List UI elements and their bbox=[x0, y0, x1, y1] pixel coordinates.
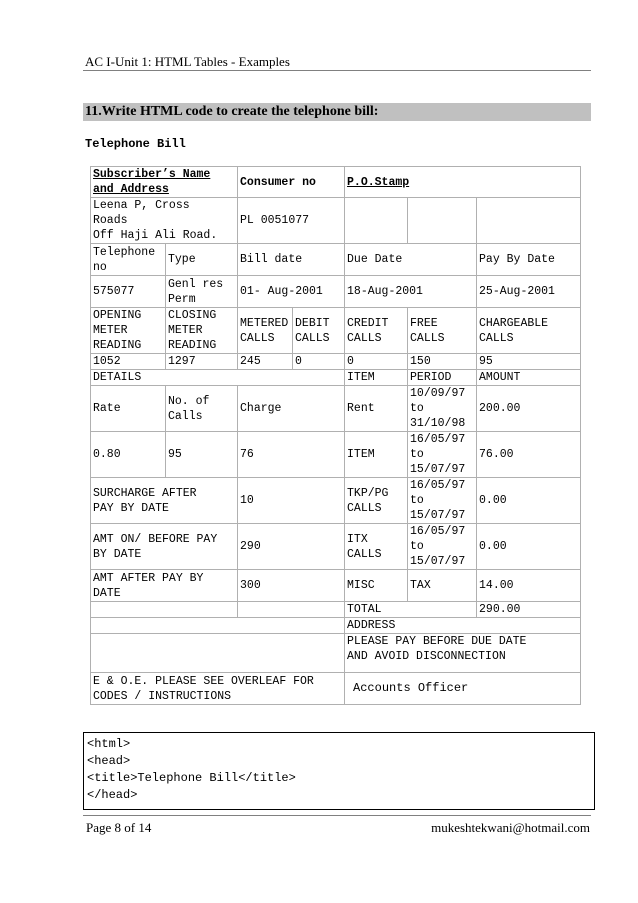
itx-amount: 0.00 bbox=[477, 524, 581, 570]
amt-after-label: AMT AFTER PAY BY DATE bbox=[91, 570, 238, 602]
debit-calls-value: 0 bbox=[293, 354, 345, 370]
total-label: TOTAL bbox=[345, 602, 477, 618]
details-header: DETAILS bbox=[91, 370, 345, 386]
calls-value: 95 bbox=[166, 432, 238, 478]
table-row bbox=[91, 244, 581, 276]
consumer-no-header: Consumer no bbox=[238, 167, 345, 198]
blank-cell bbox=[91, 602, 238, 618]
blank-cell bbox=[91, 618, 345, 634]
table-row bbox=[91, 602, 581, 618]
bill-date-header: Bill date bbox=[238, 244, 345, 276]
bill-date-value: 01- Aug-2001 bbox=[238, 276, 345, 308]
credit-calls-value: 0 bbox=[345, 354, 408, 370]
credit-calls-header: CREDIT CALLS bbox=[345, 308, 408, 354]
code-line: </head> bbox=[87, 788, 138, 802]
tkp-period: 16/05/97 to 15/07/97 bbox=[408, 478, 477, 524]
page-header: AC I-Unit 1: HTML Tables - Examples bbox=[85, 54, 290, 69]
bill-label: Telephone Bill bbox=[85, 137, 186, 151]
rate-value: 0.80 bbox=[91, 432, 166, 478]
telephone-no-header: Telephone no bbox=[91, 244, 166, 276]
please-pay-notice: PLEASE PAY BEFORE DUE DATE AND AVOID DISCONNECTION bbox=[345, 634, 581, 673]
type-header: Type bbox=[166, 244, 238, 276]
tax-label: TAX bbox=[408, 570, 477, 602]
itx-period: 16/05/97 to 15/07/97 bbox=[408, 524, 477, 570]
table-row bbox=[91, 354, 581, 370]
debit-calls-header: DEBIT CALLS bbox=[293, 308, 345, 354]
telephone-bill-table bbox=[90, 166, 581, 705]
pay-by-date-header: Pay By Date bbox=[477, 244, 581, 276]
table-row bbox=[91, 524, 581, 570]
question-title: 11.Write HTML code to create the telephone bill: bbox=[83, 103, 591, 121]
period-header: PERIOD bbox=[408, 370, 477, 386]
itx-label: ITX CALLS bbox=[345, 524, 408, 570]
amt-after-value: 300 bbox=[238, 570, 345, 602]
surcharge-label: SURCHARGE AFTER PAY BY DATE bbox=[91, 478, 238, 524]
due-date-value: 18-Aug-2001 bbox=[345, 276, 477, 308]
type-value: Genl res Perm bbox=[166, 276, 238, 308]
opening-reading-header: OPENING METER READING bbox=[91, 308, 166, 354]
surcharge-value: 10 bbox=[238, 478, 345, 524]
closing-reading-value: 1297 bbox=[166, 354, 238, 370]
code-line: <title>Telephone Bill</title> bbox=[87, 771, 296, 785]
table-row bbox=[91, 618, 581, 634]
chargeable-calls-header: CHARGEABLE CALLS bbox=[477, 308, 581, 354]
opening-reading-value: 1052 bbox=[91, 354, 166, 370]
total-amount: 290.00 bbox=[477, 602, 581, 618]
item-period: 16/05/97 to 15/07/97 bbox=[408, 432, 477, 478]
rent-amount: 200.00 bbox=[477, 386, 581, 432]
amount-header: AMOUNT bbox=[477, 370, 581, 386]
chargeable-calls-value: 95 bbox=[477, 354, 581, 370]
item-header: ITEM bbox=[345, 370, 408, 386]
free-calls-value: 150 bbox=[408, 354, 477, 370]
table-row bbox=[91, 276, 581, 308]
item-amount: 76.00 bbox=[477, 432, 581, 478]
pay-by-date-value: 25-Aug-2001 bbox=[477, 276, 581, 308]
table-row bbox=[91, 634, 581, 673]
amt-on-before-value: 290 bbox=[238, 524, 345, 570]
subscriber-address: Leena P, Cross Roads Off Haji Ali Road. bbox=[91, 198, 238, 244]
free-calls-header: FREE CALLS bbox=[408, 308, 477, 354]
table-row bbox=[91, 673, 581, 705]
charge-value: 76 bbox=[238, 432, 345, 478]
blank-cell bbox=[238, 602, 345, 618]
table-row bbox=[91, 478, 581, 524]
footer-divider bbox=[83, 815, 591, 816]
stamp-cell bbox=[477, 198, 581, 244]
rate-header: Rate bbox=[91, 386, 166, 432]
tkp-amount: 0.00 bbox=[477, 478, 581, 524]
page-number: Page 8 of 14 bbox=[86, 820, 152, 835]
accounts-officer: Accounts Officer bbox=[345, 673, 581, 705]
header-divider bbox=[83, 70, 591, 71]
code-block bbox=[83, 732, 595, 810]
table-row bbox=[91, 167, 581, 198]
table-row bbox=[91, 370, 581, 386]
stamp-cell bbox=[408, 198, 477, 244]
consumer-no-value: PL 0051077 bbox=[238, 198, 345, 244]
telephone-no-value: 575077 bbox=[91, 276, 166, 308]
author-email: mukeshtekwani@hotmail.com bbox=[431, 820, 590, 835]
item-label: ITEM bbox=[345, 432, 408, 478]
table-row bbox=[91, 308, 581, 354]
blank-cell bbox=[91, 634, 345, 673]
table-row bbox=[91, 432, 581, 478]
address-label: ADDRESS bbox=[345, 618, 581, 634]
po-stamp-header: P.O.Stamp bbox=[345, 167, 581, 198]
rent-period: 10/09/97 to 31/10/98 bbox=[408, 386, 477, 432]
code-line: <html> bbox=[87, 737, 131, 751]
table-row bbox=[91, 570, 581, 602]
stamp-cell bbox=[345, 198, 408, 244]
metered-calls-header: METERED CALLS bbox=[238, 308, 293, 354]
closing-reading-header: CLOSING METER READING bbox=[166, 308, 238, 354]
amt-on-before-label: AMT ON/ BEFORE PAY BY DATE bbox=[91, 524, 238, 570]
no-of-calls-header: No. of Calls bbox=[166, 386, 238, 432]
rent-label: Rent bbox=[345, 386, 408, 432]
table-row bbox=[91, 386, 581, 432]
tkp-label: TKP/PG CALLS bbox=[345, 478, 408, 524]
eoe-notice: E & O.E. PLEASE SEE OVERLEAF FOR CODES / INSTRUCTIONS bbox=[91, 673, 345, 705]
charge-header: Charge bbox=[238, 386, 345, 432]
subscriber-header: Subscriber’s Name and Address bbox=[91, 167, 238, 198]
misc-label: MISC bbox=[345, 570, 408, 602]
table-row bbox=[91, 198, 581, 244]
tax-amount: 14.00 bbox=[477, 570, 581, 602]
metered-calls-value: 245 bbox=[238, 354, 293, 370]
code-line: <head> bbox=[87, 754, 131, 768]
due-date-header: Due Date bbox=[345, 244, 477, 276]
